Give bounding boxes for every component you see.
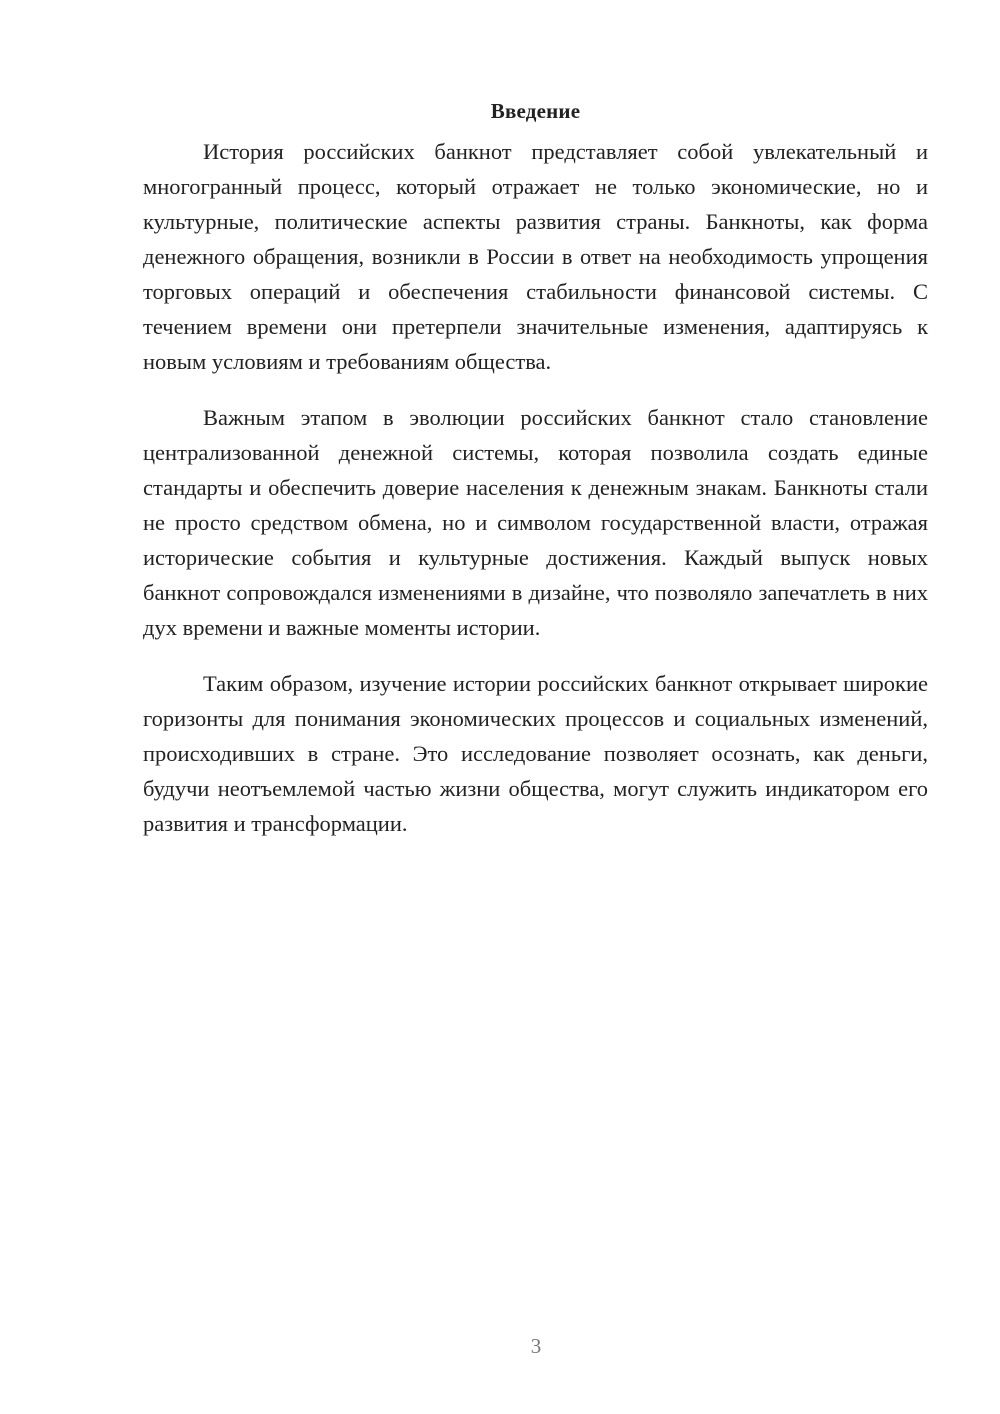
paragraph-3: Таким образом, изучение истории российских банкнот открывает широкие горизонты для понимания экономических процессов и социальных изменений, происходивших в стране. Это исследование позволяет осознать, как деньги, будучи неотъемлемой частью жизни общества, могут служить индикатором его развития и трансформации.	[143, 671, 928, 836]
page-content	[143, 96, 928, 862]
page-number: 3	[530, 1334, 542, 1358]
section-title: Введение	[490, 99, 581, 123]
paragraph-1: История российских банкнот представляет собой увлекательный и многогранный процесс, который отражает не только экономические, но и культурные, политические аспекты развития страны. Банкноты, как форма денежного обращения, возникли в России в ответ на необходимость упрощения торговых операций и обеспечения стабильности финансовой системы. С течением времени они претерпели значительные изменения, адаптируясь к новым условиям и требованиям общества.	[143, 139, 928, 374]
paragraph-2: Важным этапом в эволюции российских банкнот стало становление централизованной денежной системы, которая позволила создать единые стандарты и обеспечить доверие населения к денежным знакам. Банкноты стали не просто средством обмена, но и символом государственной власти, отражая исторические события и культурные достижения. Каждый выпуск новых банкнот сопровождался изменениями в дизайне, что позволяло запечатлеть в них дух времени и важные моменты истории.	[143, 405, 928, 640]
